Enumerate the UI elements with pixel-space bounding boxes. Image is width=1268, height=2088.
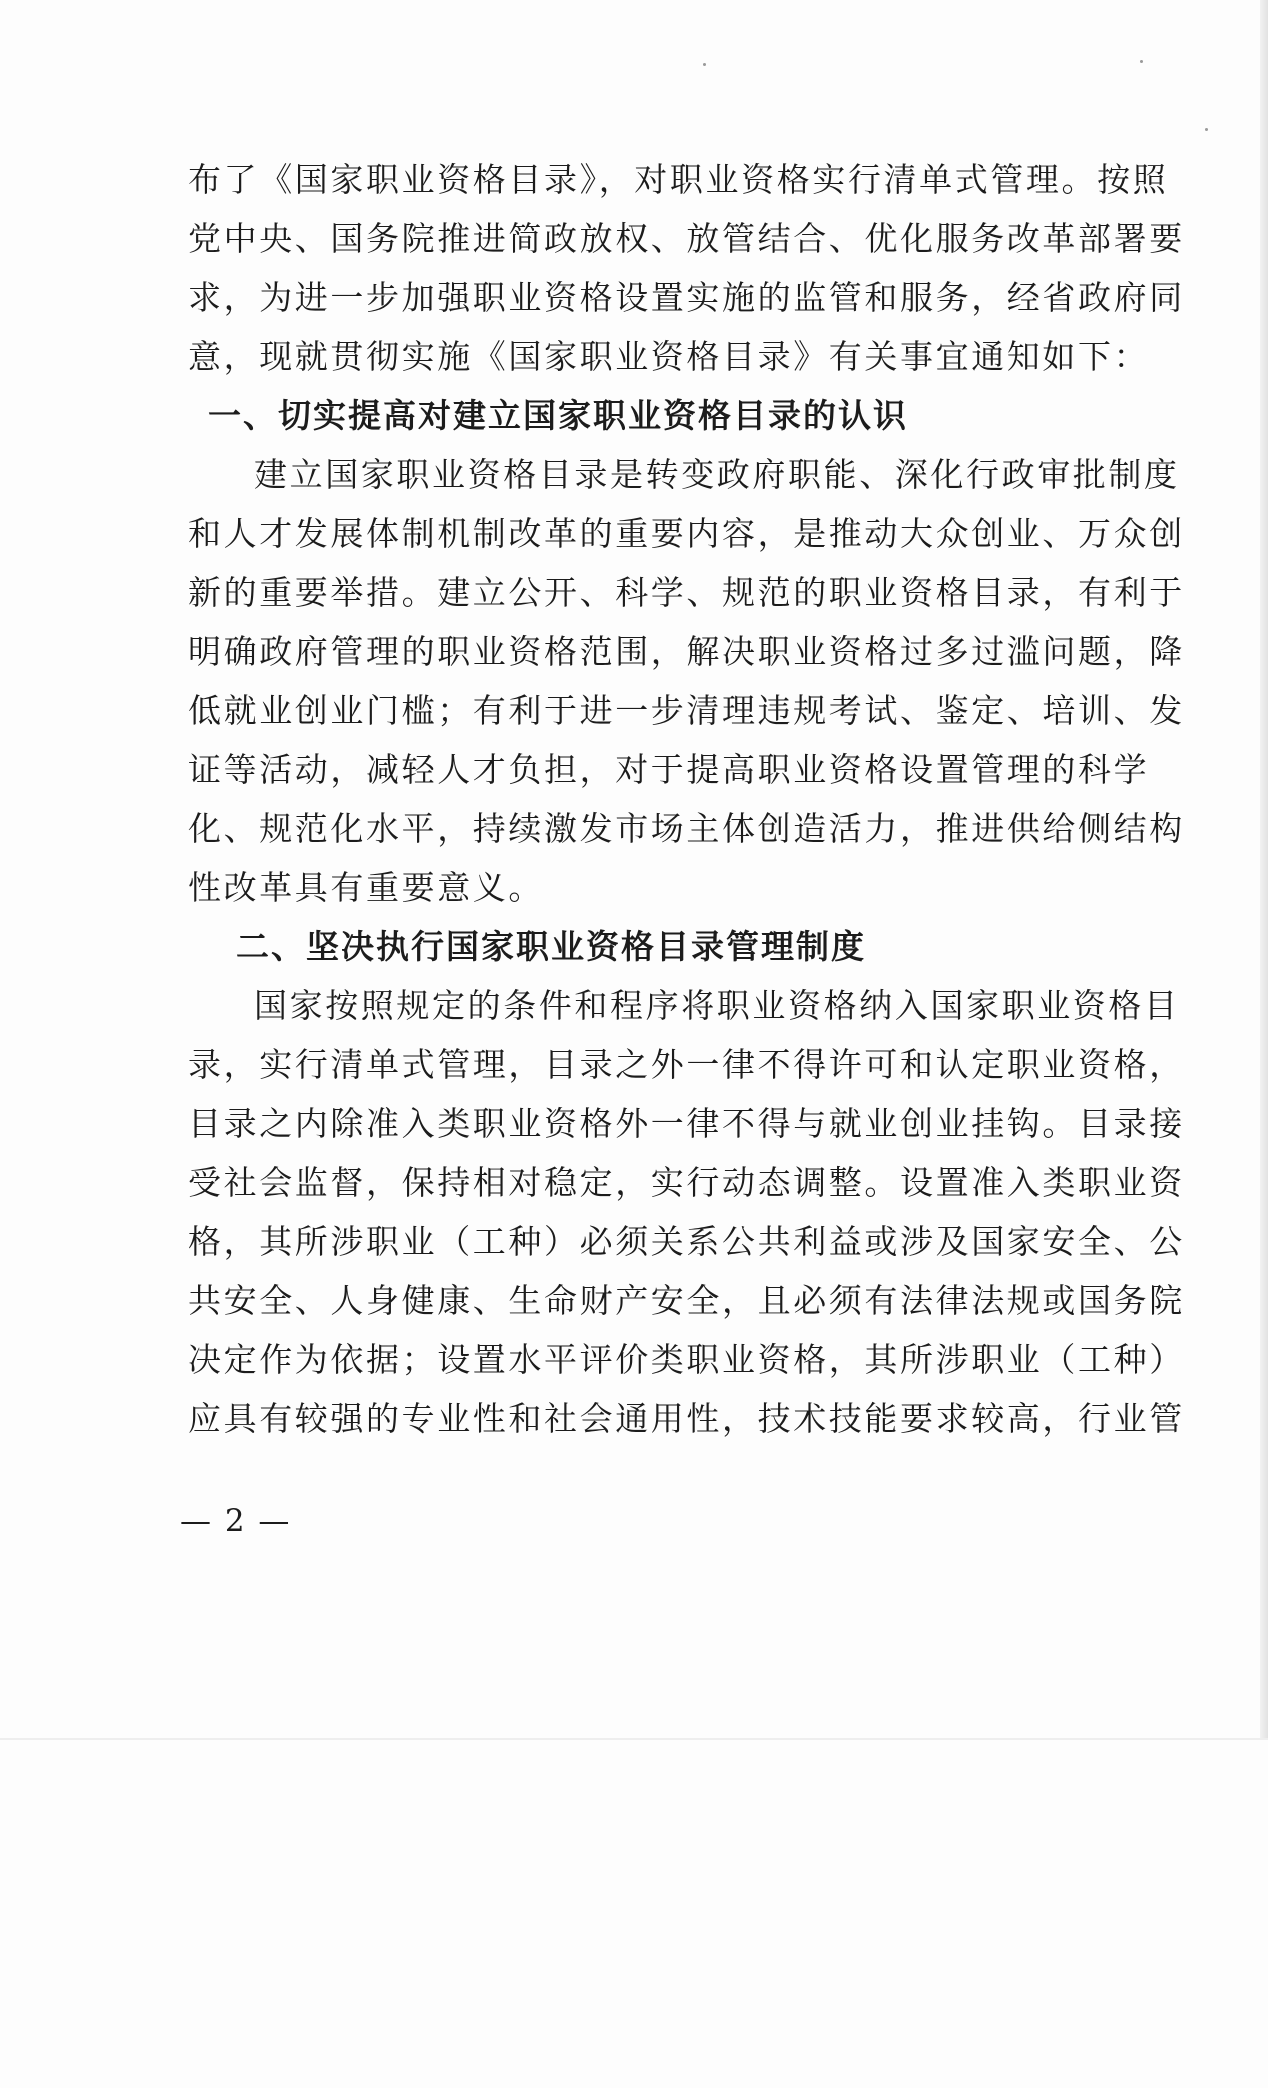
paragraph-line: 性改革具有重要意义。 <box>188 868 544 907</box>
paragraph-line: 低就业创业门槛；有利于进一步清理违规考试、鉴定、培训、发 <box>188 691 1185 730</box>
paragraph-line: 共安全、人身健康、生命财产安全，且必须有法律法规或国务院 <box>188 1281 1185 1320</box>
paragraph-line: 目录之内除准入类职业资格外一律不得与就业创业挂钩。目录接 <box>188 1104 1185 1143</box>
page-number: — 2 — <box>180 1503 292 1539</box>
paragraph-line: 求，为进一步加强职业资格设置实施的监管和服务，经省政府同 <box>188 278 1185 317</box>
scan-speck <box>1205 128 1208 131</box>
paragraph-line: 应具有较强的专业性和社会通用性，技术技能要求较高，行业管 <box>188 1399 1185 1438</box>
scan-speck <box>703 63 706 66</box>
paragraph-line: 意，现就贯彻实施《国家职业资格目录》有关事宜通知如下： <box>188 337 1150 376</box>
paragraph-line: 党中央、国务院推进简政放权、放管结合、优化服务改革部署要 <box>188 219 1185 258</box>
paragraph-line: 决定作为依据；设置水平评价类职业资格，其所涉职业（工种） <box>188 1340 1185 1379</box>
scan-speck <box>1140 60 1143 63</box>
paragraph-line: 国家按照规定的条件和程序将职业资格纳入国家职业资格目 <box>254 986 1180 1025</box>
paragraph-line: 布了《国家职业资格目录》，对职业资格实行清单式管理。按照 <box>188 160 1169 199</box>
section-heading: 一、切实提高对建立国家职业资格目录的认识 <box>208 396 908 435</box>
paragraph-line: 录，实行清单式管理，目录之外一律不得许可和认定职业资格， <box>188 1045 1185 1084</box>
section-heading: 二、坚决执行国家职业资格目录管理制度 <box>236 927 866 966</box>
paragraph-line: 新的重要举措。建立公开、科学、规范的职业资格目录，有利于 <box>188 573 1185 612</box>
paragraph-line: 格，其所涉职业（工种）必须关系公共利益或涉及国家安全、公 <box>188 1222 1185 1261</box>
paragraph-line: 受社会监督，保持相对稳定，实行动态调整。设置准入类职业资 <box>188 1163 1185 1202</box>
scan-edge-line <box>0 1738 1268 1740</box>
document-body <box>188 150 1185 1448</box>
scan-edge-shadow <box>1260 0 1268 1740</box>
paragraph-line: 证等活动，减轻人才负担，对于提高职业资格设置管理的科学 <box>188 750 1150 789</box>
paragraph-line: 建立国家职业资格目录是转变政府职能、深化行政审批制度 <box>254 455 1180 494</box>
paragraph-line: 化、规范化水平，持续激发市场主体创造活力，推进供给侧结构 <box>188 809 1185 848</box>
paragraph-line: 和人才发展体制机制改革的重要内容，是推动大众创业、万众创 <box>188 514 1185 553</box>
paragraph-line: 明确政府管理的职业资格范围，解决职业资格过多过滥问题，降 <box>188 632 1185 671</box>
